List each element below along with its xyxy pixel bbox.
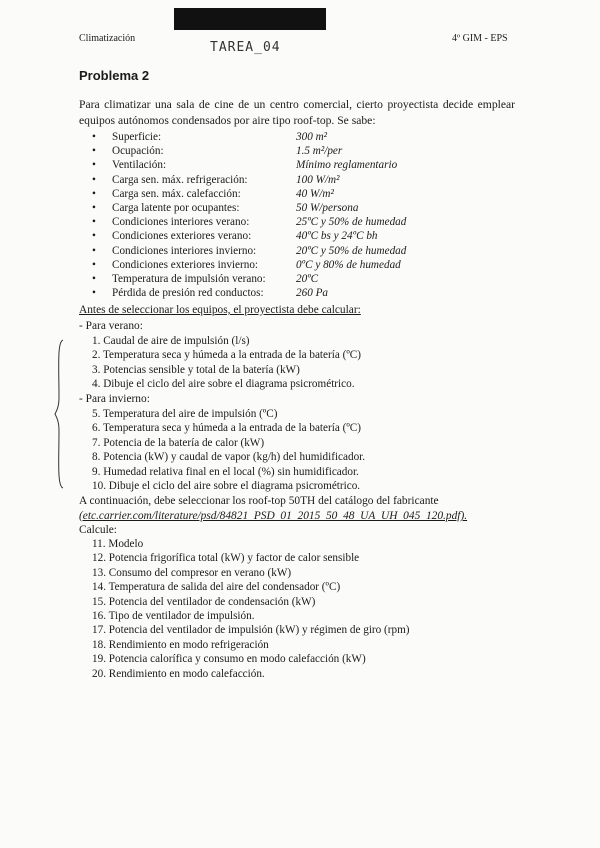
list-item: 12. Potencia frigorífica total (kW) y factor de calor sensible: [92, 552, 360, 565]
list-item: 11. Modelo: [92, 538, 144, 550]
bullet-icon: •: [92, 187, 96, 200]
bullet-icon: •: [92, 244, 96, 257]
winter-heading: - Para invierno:: [79, 393, 150, 405]
calcule-heading: Calcule:: [79, 524, 117, 536]
list-item: 10. Dibuje el ciclo del aire sobre el diagrama psicrométrico.: [92, 479, 361, 492]
bullet-icon: •: [92, 230, 96, 243]
final-items: [92, 537, 410, 681]
summer-heading: - Para verano:: [79, 320, 143, 332]
bullet-icon: •: [92, 216, 96, 229]
problem-title: Problema 2: [79, 68, 150, 83]
bullet-icon: •: [92, 173, 96, 186]
list-item: 13. Consumo del compresor en verano (kW): [92, 566, 292, 579]
handwritten-brace-icon: [54, 338, 64, 490]
list-item: 1. Caudal de aire de impulsión (l/s): [92, 335, 250, 347]
header-course: Climatización: [79, 33, 136, 44]
list-item: 19. Potencia calorífica y consumo en modo calefacción (kW): [92, 653, 366, 666]
list-item: 5. Temperatura del aire de impulsión (ºC): [92, 408, 278, 420]
bullet-icon: •: [92, 145, 96, 158]
list-item: 16. Tipo de ventilador de impulsión.: [92, 609, 255, 622]
list-item: 14. Temperatura de salida del aire del condensador (ºC): [92, 581, 341, 594]
list-item: 17. Potencia del ventilador de impulsión (kW) y régimen de giro (rpm): [92, 624, 410, 637]
before-selection-text: Antes de seleccionar los equipos, el proyectista debe calcular:: [79, 304, 361, 316]
bullet-icon: •: [92, 258, 96, 271]
bullet-icon: •: [92, 159, 96, 172]
list-item: 2. Temperatura seca y húmeda a la entrada de la batería (ºC): [92, 349, 361, 362]
winter-items: [92, 407, 365, 493]
summer-items: [92, 334, 361, 392]
list-item: 4. Dibuje el ciclo del aire sobre el diagrama psicrométrico.: [92, 378, 355, 391]
catalog-link[interactable]: (etc.carrier.com/literature/psd/84821_PSD_01_2015_50_48_UA_UH_045_120.pdf).: [79, 510, 468, 522]
bullet-icon: •: [92, 131, 96, 143]
list-item: 7. Potencia de la batería de calor (kW): [92, 436, 265, 449]
list-item: 18. Rendimiento en modo refrigeración: [92, 638, 269, 651]
list-item: 15. Potencia del ventilador de condensación (kW): [92, 595, 316, 608]
bullet-icon: •: [92, 287, 96, 300]
handwritten-task-label: TAREA_04: [210, 40, 281, 55]
list-item: 8. Potencia (kW) y caudal de vapor (kg/h) del humidificador.: [92, 451, 366, 464]
list-item: 9. Humedad relativa final en el local (%) sin humidificador.: [92, 465, 359, 478]
continuation-text: A continuación, debe seleccionar los roof-top 50TH del catálogo del fabricante: [79, 495, 439, 507]
redaction-bar: [174, 8, 326, 30]
header-group: 4º GIM - EPS: [452, 33, 508, 44]
list-item: 3. Potencias sensible y total de la batería (kW): [92, 363, 300, 376]
list-item: 6. Temperatura seca y húmeda a la entrada de la batería (ºC): [92, 422, 361, 435]
bullet-icon: •: [92, 272, 96, 285]
list-item: 20. Rendimiento en modo calefacción.: [92, 667, 265, 680]
bullet-icon: •: [92, 201, 96, 214]
intro-paragraph: Para climatizar una sala de cine de un centro comercial, cierto proyectista decide emplear equipos autónomos condensados por aire tipo roof-top. Se sabe:: [79, 98, 515, 127]
